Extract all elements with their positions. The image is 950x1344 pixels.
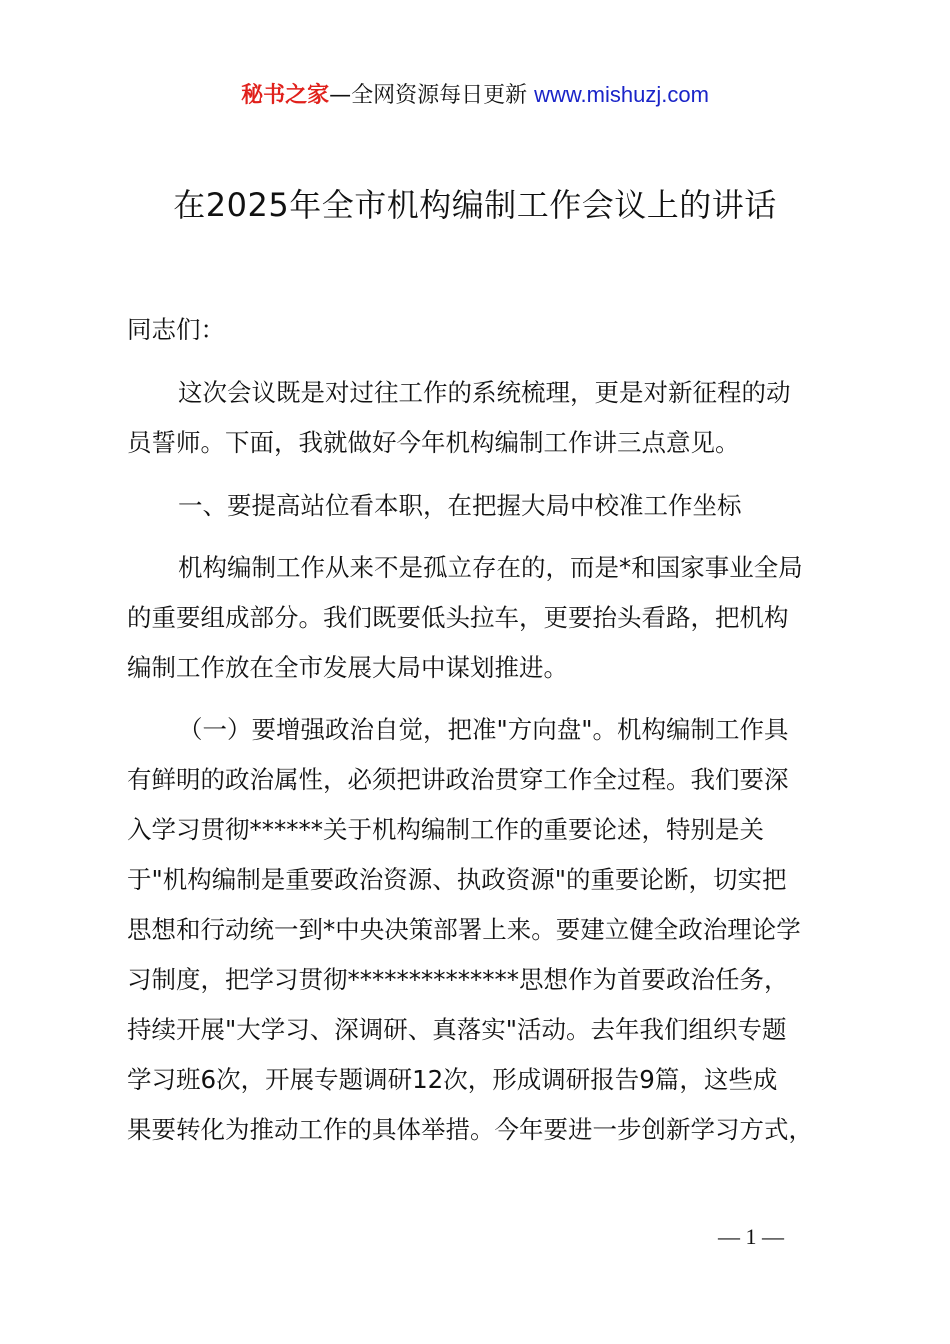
- site-url[interactable]: www.mishuzj.com: [534, 82, 709, 107]
- page-number: — 1 —: [718, 1224, 784, 1249]
- text-line: 习制度，把学习贯彻**************思想作为首要政治任务，: [127, 965, 789, 994]
- text-line: 的重要组成部分。我们既要低头拉车，更要抬头看路，把机构: [127, 603, 789, 632]
- text-line: 学习班6次，开展专题调研12次，形成调研报告9篇，这些成: [127, 1065, 778, 1094]
- text-line: 员誓师。下面，我就做好今年机构编制工作讲三点意见。: [127, 428, 740, 457]
- text-line: 果要转化为推动工作的具体举措。今年要进一步创新学习方式，: [127, 1115, 813, 1144]
- text-line: 编制工作放在全市发展大局中谋划推进。: [127, 653, 568, 682]
- document-title: 在2025年全市机构编制工作会议上的讲话: [173, 186, 777, 224]
- paragraph-intro: [127, 368, 839, 468]
- salutation: 同志们：: [127, 315, 225, 344]
- banner-tagline: —全网资源每日更新: [329, 83, 528, 108]
- text-line: 有鲜明的政治属性，必须把讲政治贯穿工作全过程。我们要深: [127, 765, 789, 794]
- document-body: [127, 305, 839, 355]
- text-line: 机构编制工作从来不是孤立存在的，而是*和国家事业全局: [178, 553, 803, 582]
- text-line: 入学习贯彻******关于机构编制工作的重要论述，特别是关: [127, 815, 764, 844]
- text-line: 持续开展"大学习、深调研、真落实"活动。去年我们组织专题: [127, 1015, 787, 1044]
- section-heading: [127, 481, 839, 531]
- text-line: （一）要增强政治自觉，把准"方向盘"。机构编制工作具: [178, 715, 789, 744]
- text-line: 这次会议既是对过往工作的系统梳理，更是对新征程的动: [178, 378, 791, 407]
- paragraph-section-one: [127, 543, 839, 693]
- brand-name: 秘书之家: [241, 83, 330, 108]
- text-line: 于"机构编制是重要政治资源、执政资源"的重要论断，切实把: [127, 865, 787, 894]
- section-heading-line: 一、要提高站位看本职，在把握大局中校准工作坐标: [178, 491, 742, 520]
- text-line: 思想和行动统一到*中央决策部署上来。要建立健全政治理论学: [127, 915, 801, 944]
- paragraph-subsection-one: [127, 705, 839, 1155]
- site-banner: [0, 80, 950, 111]
